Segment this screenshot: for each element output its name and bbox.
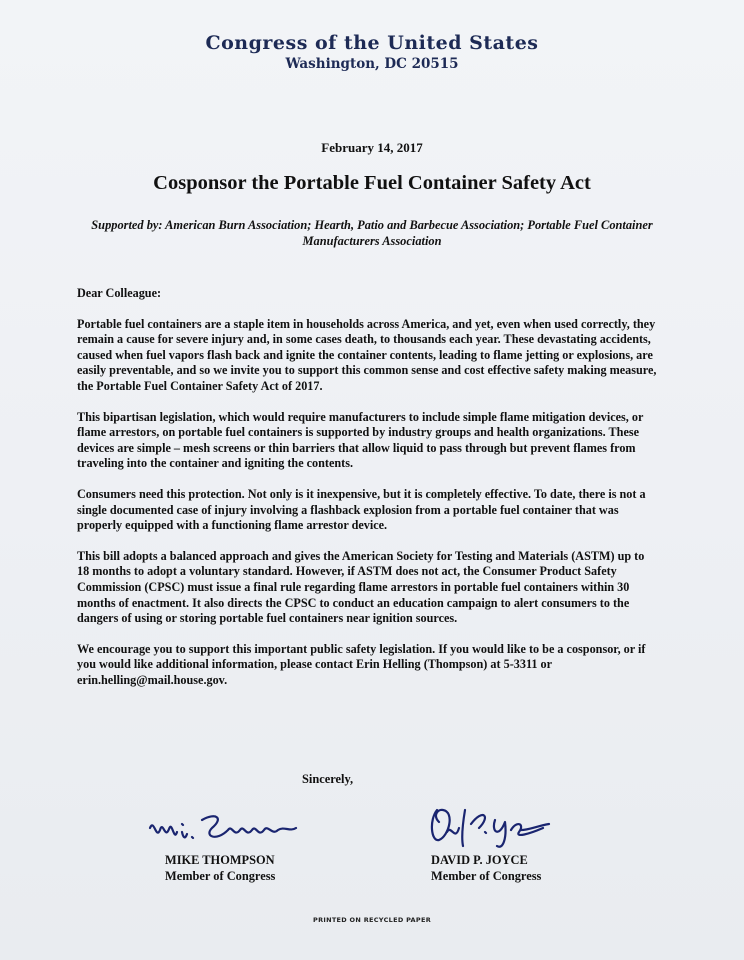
body-paragraph-5: We encourage you to support this important public safety legislation. If you would like to be a cosponsor, or if you would like additional information, please contact Erin Helling (Thompson) at 5-3311 or erin.helling@mail.house.gov. [77,641,646,687]
letterhead-city: Washington, DC 20515 [285,56,459,72]
signer-joyce [431,852,541,884]
handwritten-signature-icon [425,802,565,852]
signer-name: DAVID P. JOYCE [431,853,528,867]
signature-thompson [146,810,306,855]
letter-subject: Cosponsor the Portable Fuel Container Safety Act [153,172,591,194]
letter-date: February 14, 2017 [321,140,423,155]
signer-title: Member of Congress [165,869,276,883]
letterhead [0,32,744,72]
body-paragraph-4: This bill adopts a balanced approach and gives the American Society for Testing and Materials (ASTM) up to 18 months to adopt a voluntary standard. However, if ASTM does not act, the Consumer Product Safety Commission (CPSC) must issue a final rule regarding flame arrestors in portable fuel containers within 30 months of enactment. It also directs the CPSC to conduct an education campaign to alert consumers to the dangers of using or storing portable fuel containers near ignition sources. [77,548,645,626]
signer-thompson [165,852,275,884]
supported-by: Supported by: American Burn Association; Hearth, Patio and Barbecue Association; Portable Fuel Container Manufacturers Association [91,218,653,248]
letter-body [77,286,657,703]
signer-title: Member of Congress [431,869,542,883]
handwritten-signature-icon [146,810,306,855]
closing: Sincerely, [302,772,354,786]
body-paragraph-3: Consumers need this protection. Not only is it inexpensive, but it is completely effective. To date, there is not a single documented case of injury involving a flashback explosion from a portable fuel container that was properly equipped with a functioning flame arrestor device. [77,486,646,533]
recycled-paper-note: PRINTED ON RECYCLED PAPER [313,916,431,924]
body-paragraph-1: Portable fuel containers are a staple item in households across America, and yet, even when used correctly, they remain a cause for severe injury and, in some cases death, to thousands each year. These devastating accidents, caused when fuel vapors flash back and ignite the container contents, leading to flame jetting or explosions, are easily preventable, and so we invite you to support this common sense and cost effective safety making measure, the Portable Fuel Container Safety Act of 2017. [77,316,657,393]
body-paragraph-2: This bipartisan legislation, which would require manufacturers to include simple flame mitigation devices, or flame arrestors, on portable fuel containers is supported by industry groups and health organizations. These devices are simple – mesh screens or thin barriers that allow liquid to pass through but prevent flames from traveling into the container and igniting the contents. [77,409,644,471]
signer-name: MIKE THOMPSON [165,853,275,867]
salutation: Dear Colleague: [77,286,162,300]
signature-joyce [425,802,565,852]
letterhead-title: Congress of the United States [205,32,539,54]
